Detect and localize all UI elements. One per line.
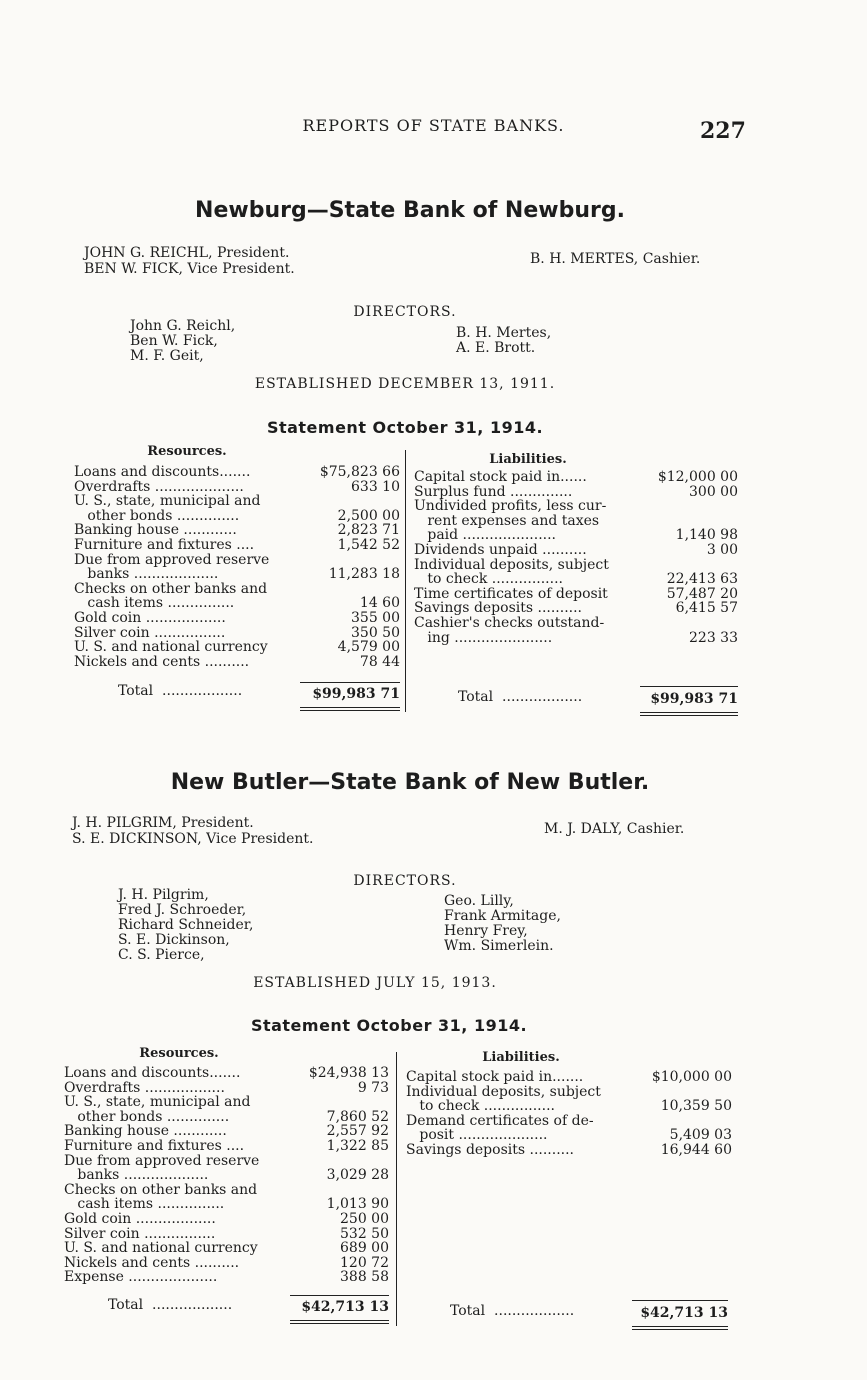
- ledger-row: Capital stock paid in...... $12,000 00: [414, 469, 738, 485]
- ledger-row: Banking house ............ 2,823 71: [74, 522, 400, 539]
- running-head: REPORTS OF STATE BANKS.: [302, 116, 565, 135]
- ledger-row: Capital stock paid in....... $10,000 00: [406, 1069, 732, 1085]
- total-rule: [300, 682, 400, 683]
- ledger-row: banks ................... 11,283 18: [74, 566, 400, 583]
- ledger-row: Silver coin ................ 350 50: [74, 624, 400, 641]
- ledger-row: Loans and discounts....... $24,938 13: [64, 1065, 389, 1081]
- president: J. H. PILGRIM, President.: [72, 815, 254, 831]
- liabilities-list: [406, 1070, 732, 1158]
- ledger-row: ing ...................... 223 33: [414, 629, 738, 646]
- bank-title: Newburg—State Bank of Newburg.: [195, 198, 625, 223]
- ledger-row: paid ..................... 1,140 98: [414, 527, 738, 544]
- ledger-row: Loans and discounts....... $75,823 66: [74, 464, 400, 480]
- ledger-row: Individual deposits, subject: [406, 1084, 601, 1100]
- directors-label: DIRECTORS.: [353, 304, 457, 320]
- resources-total: $42,713 13: [301, 1299, 389, 1315]
- officers-left: [72, 815, 313, 847]
- ledger-row: other bonds .............. 2,500 00: [74, 507, 400, 524]
- vice-president: BEN W. FICK, Vice President.: [84, 261, 295, 277]
- resources-list: [74, 465, 400, 669]
- ledger-row: Nickels and cents .......... 120 72: [64, 1254, 389, 1271]
- director: J. H. Pilgrim,: [118, 887, 209, 903]
- ledger-row: Furniture and fixtures .... 1,542 52: [74, 536, 400, 553]
- liabilities-heading: Liabilities.: [489, 452, 567, 467]
- directors-label: DIRECTORS.: [353, 873, 457, 889]
- ledger-row: Dividends unpaid .......... 3 00: [414, 541, 738, 558]
- liabilities-total: $99,983 71: [650, 691, 738, 707]
- ledger-row: Checks on other banks and: [74, 581, 268, 597]
- total-rule: [290, 1295, 389, 1296]
- ledger-row: Individual deposits, subject: [414, 557, 609, 573]
- ledger-row: Due from approved reserve: [74, 552, 270, 568]
- column-divider: [405, 450, 406, 712]
- ledger-row: Time certificates of deposit 57,487 20: [414, 585, 738, 602]
- director: Frank Armitage,: [444, 908, 561, 924]
- ledger-row: Overdrafts .................... 633 10: [74, 478, 400, 495]
- liabilities-list: [414, 470, 738, 645]
- resources-heading: Resources.: [147, 444, 227, 459]
- ledger-row: Gold coin .................. 250 00: [64, 1210, 389, 1227]
- ledger-row: Furniture and fixtures .... 1,322 85: [64, 1137, 389, 1154]
- double-rule: [300, 710, 400, 711]
- ledger-row: posit .................... 5,409 03: [406, 1127, 732, 1144]
- established-date: ESTABLISHED DECEMBER 13, 1911.: [254, 376, 556, 392]
- ledger-row: Banking house ............ 2,557 92: [64, 1123, 389, 1140]
- resources-total: $99,983 71: [312, 686, 400, 702]
- director: M. F. Geit,: [130, 348, 204, 364]
- ledger-row: cash items ............... 14 60: [74, 595, 400, 612]
- ledger-row: U. S. and national currency 4,579 00: [74, 639, 400, 656]
- ledger-row: U. S. and national currency 689 00: [64, 1240, 389, 1257]
- ledger-row: Savings deposits .......... 6,415 57: [414, 600, 738, 617]
- president: JOHN G. REICHL, President.: [84, 245, 290, 261]
- ledger-row: Surplus fund .............. 300 00: [414, 483, 738, 500]
- resources-heading: Resources.: [139, 1046, 219, 1061]
- total-rule: [632, 1300, 728, 1301]
- ledger-row: Cashier's checks outstand-: [414, 615, 605, 631]
- resources-total-label: Total ..................: [118, 683, 243, 699]
- director: C. S. Pierce,: [118, 947, 205, 963]
- directors-left: [118, 888, 253, 963]
- liabilities-total-label: Total ..................: [450, 1303, 575, 1319]
- ledger-row: to check ................ 22,413 63: [414, 571, 738, 588]
- resources-total-label: Total ..................: [108, 1297, 233, 1313]
- ledger-row: Gold coin .................. 355 00: [74, 609, 400, 626]
- double-rule: [290, 1323, 389, 1324]
- director: S. E. Dickinson,: [118, 932, 230, 948]
- double-rule: [632, 1326, 728, 1327]
- cashier: B. H. MERTES, Cashier.: [530, 251, 701, 267]
- cashier: M. J. DALY, Cashier.: [544, 821, 685, 837]
- directors-right: [456, 326, 551, 356]
- director: Fred J. Schroeder,: [118, 902, 247, 918]
- statement-heading: Statement October 31, 1914.: [266, 418, 544, 437]
- double-rule: [632, 1329, 728, 1330]
- page-number: 227: [700, 118, 746, 144]
- director: A. E. Brott.: [456, 340, 536, 356]
- liabilities-total-label: Total ..................: [458, 689, 583, 705]
- directors-right: [444, 894, 561, 954]
- ledger-row: Savings deposits .......... 16,944 60: [406, 1141, 732, 1158]
- double-rule: [640, 712, 738, 713]
- double-rule: [290, 1320, 389, 1321]
- ledger-row: Checks on other banks and: [64, 1182, 258, 1198]
- ledger-row: U. S., state, municipal and: [74, 494, 261, 509]
- established-date: ESTABLISHED JULY 15, 1913.: [253, 975, 497, 991]
- ledger-row: rent expenses and taxes: [414, 513, 600, 529]
- ledger-row: U. S., state, municipal and: [64, 1095, 251, 1110]
- ledger-row: Expense .................... 388 58: [64, 1269, 389, 1286]
- officers-left: [84, 245, 295, 277]
- ledger-row: Demand certificates of de-: [406, 1113, 594, 1129]
- statement-heading: Statement October 31, 1914.: [250, 1016, 528, 1035]
- total-rule: [640, 686, 738, 687]
- director: B. H. Mertes,: [456, 325, 552, 341]
- ledger-row: cash items ............... 1,013 90: [64, 1196, 389, 1213]
- bank-title: New Butler—State Bank of New Butler.: [170, 770, 650, 795]
- ledger-row: to check ................ 10,359 50: [406, 1098, 732, 1115]
- director: Richard Schneider,: [118, 917, 254, 933]
- double-rule: [640, 715, 738, 716]
- resources-list: [64, 1066, 389, 1285]
- ledger-row: Silver coin ................ 532 50: [64, 1225, 389, 1242]
- director: John G. Reichl,: [130, 318, 236, 334]
- ledger-row: Overdrafts .................. 9 73: [64, 1079, 389, 1096]
- director: Geo. Lilly,: [444, 893, 514, 909]
- director: Wm. Simerlein.: [444, 938, 554, 954]
- double-rule: [300, 707, 400, 708]
- liabilities-total: $42,713 13: [640, 1305, 728, 1321]
- column-divider: [396, 1052, 397, 1326]
- director: Henry Frey,: [444, 923, 528, 939]
- liabilities-heading: Liabilities.: [482, 1050, 560, 1065]
- ledger-row: Nickels and cents .......... 78 44: [74, 653, 400, 670]
- directors-left: [130, 319, 235, 364]
- ledger-row: other bonds .............. 7,860 52: [64, 1108, 389, 1125]
- ledger-row: banks ................... 3,029 28: [64, 1167, 389, 1184]
- ledger-row: Due from approved reserve: [64, 1153, 260, 1169]
- ledger-row: Undivided profits, less cur-: [414, 499, 607, 514]
- vice-president: S. E. DICKINSON, Vice President.: [72, 831, 314, 847]
- director: Ben W. Fick,: [130, 333, 218, 349]
